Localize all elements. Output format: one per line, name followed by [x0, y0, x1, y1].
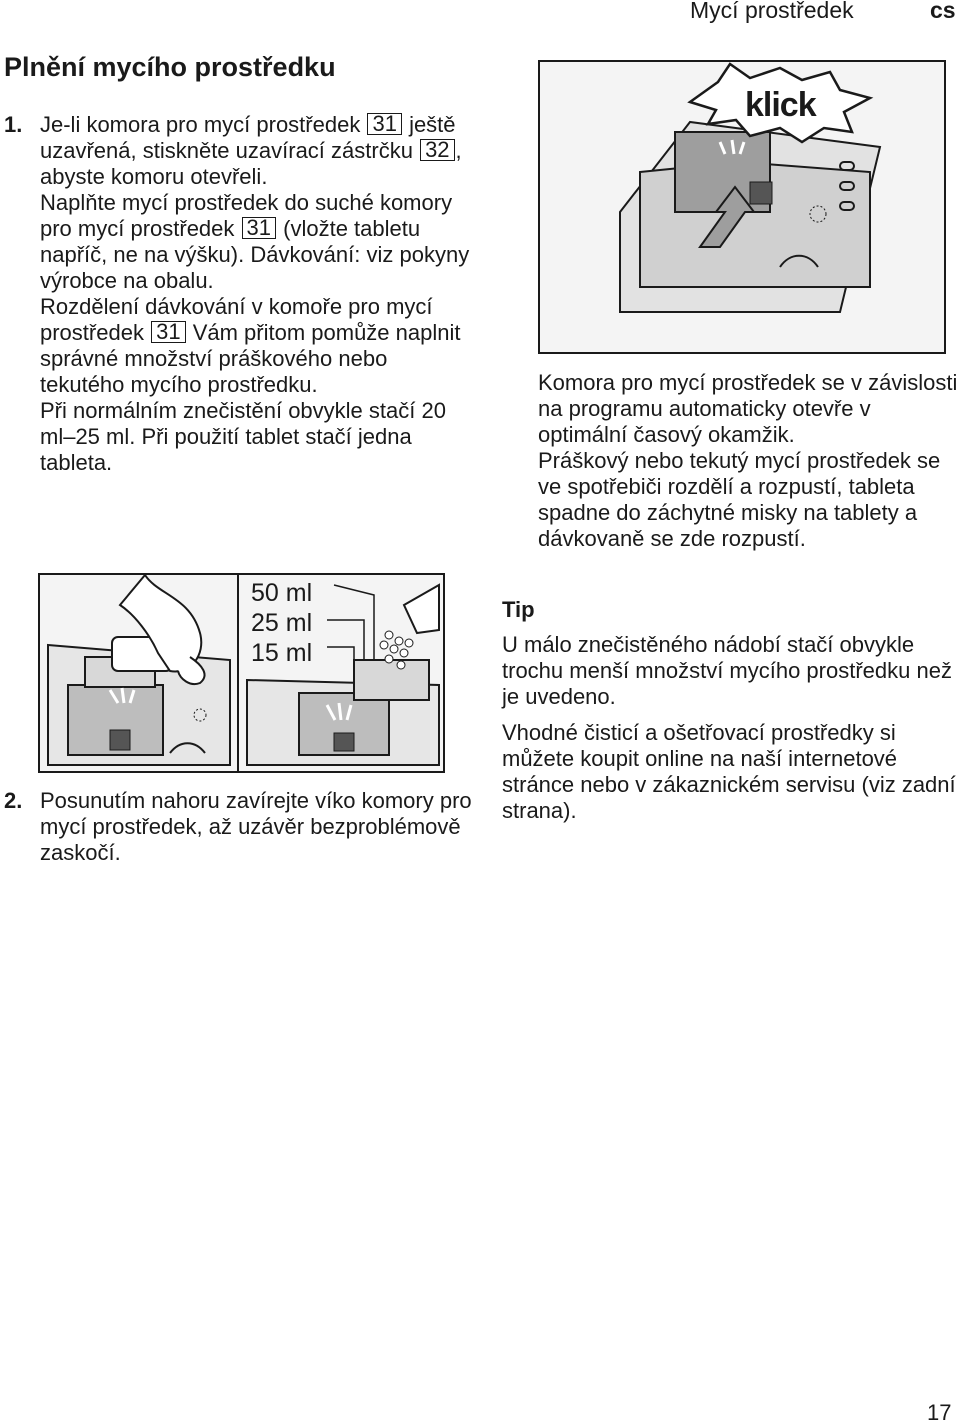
header-lang: cs [930, 0, 956, 23]
step-2-text: Posunutím nahoru zavírejte víko komory pro mycí prostředek, až uzávěr bezproblémově zaskočí. [40, 788, 472, 865]
step-2-number: 2. [4, 788, 23, 813]
klick-label: klick [745, 86, 816, 124]
step-1-paragraph-2: Naplňte mycí prostředek do suché komory pro mycí prostředek 31 (vložte tabletu napříč, ne na výšku). Dávkování: viz pokyny výrobce na obalu. [40, 190, 470, 293]
tablet-insertion-figure [38, 573, 240, 773]
page-number: 17 [927, 1400, 952, 1425]
label-15ml: 15 ml [251, 639, 313, 667]
step-2 [0, 788, 510, 866]
ref-31: 31 [151, 321, 185, 343]
header-section: Mycí prostředek [690, 0, 854, 23]
tip-column [502, 632, 957, 824]
tip-paragraph-2: Vhodné čisticí a ošetřovací prostředky si můžete koupit online na naší internetové stránce nebo v zákaznickém servisu (viz zadní strana). [502, 720, 956, 823]
step-1-paragraph-1: Je-li komora pro mycí prostředek 31 ještě uzavřená, stiskněte uzavírací zástrčku 32 , abyste komoru otevřeli. [40, 111, 462, 189]
ref-32: 32 [420, 139, 454, 161]
step-1-paragraph-3: Rozdělení dávkování v komoře pro mycí prostředek 31 Vám přitom pomůže naplnit správné množství práškového nebo tekutého mycího prostředku. [40, 294, 461, 397]
step-1-number: 1. [4, 112, 23, 137]
klick-figure [538, 60, 946, 354]
label-25ml: 25 ml [251, 609, 313, 637]
right-paragraph-1: Komora pro mycí prostředek se v závislosti na programu automaticky otevře v optimální časový okamžik. [538, 370, 958, 447]
step-1 [0, 112, 470, 476]
dosing-figure [237, 573, 445, 773]
tip-paragraph-1: U málo znečistěného nádobí stačí obvykle trochu menší množství mycího prostředku než je uvedeno. [502, 632, 952, 709]
tip-title: Tip [502, 597, 535, 622]
right-paragraph-2: Práškový nebo tekutý mycí prostředek se ve spotřebiči rozdělí a rozpustí, tableta spadne do záchytné misky na tablety a dávkovaně se zde rozpustí. [538, 448, 941, 551]
right-column [538, 370, 958, 552]
ref-31: 31 [242, 217, 276, 239]
label-50ml: 50 ml [251, 579, 313, 607]
left-column [0, 112, 470, 476]
step-1-paragraph-4: Při normálním znečistění obvykle stačí 20 ml–25 ml. Při použití tablet stačí jedna tableta. [40, 398, 446, 475]
page-title: Plnění mycího prostředku [4, 52, 336, 82]
ref-31: 31 [367, 113, 401, 135]
